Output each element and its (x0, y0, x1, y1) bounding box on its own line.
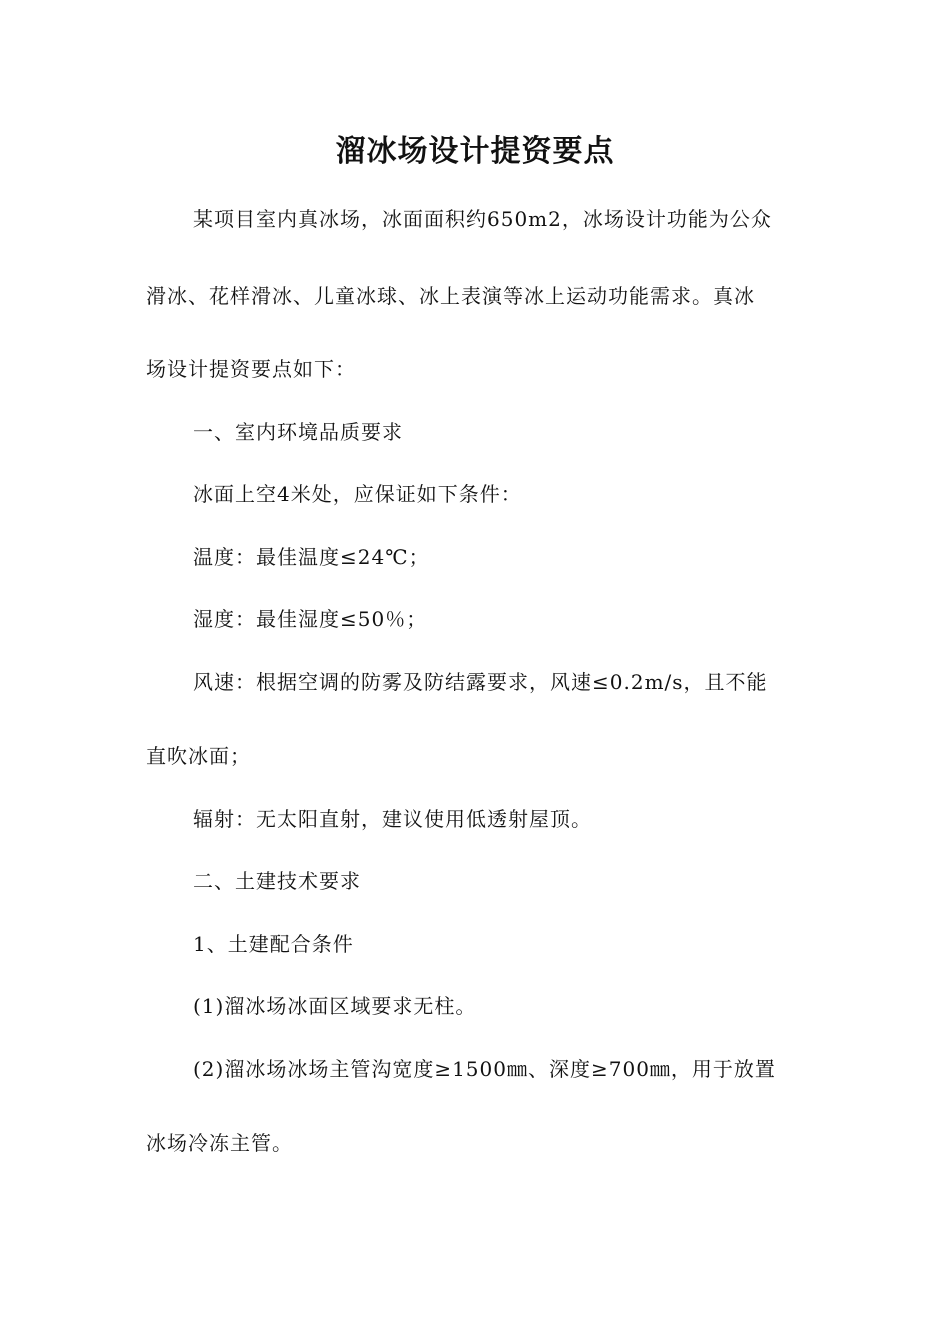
paragraph-intro-line-1: 某项目室内真冰场，冰面面积约650m2，冰场设计功能为公众 (193, 207, 772, 231)
item-no-columns: (1)溜冰场冰面区域要求无柱。 (193, 994, 477, 1018)
item-main-trench-line-2: 冰场冷冻主管。 (146, 1131, 293, 1155)
item-radiation: 辐射：无太阳直射，建议使用低透射屋顶。 (193, 807, 592, 831)
item-main-trench-line-1: (2)溜冰场冰场主管沟宽度≥1500㎜、深度≥700㎜，用于放置 (193, 1057, 776, 1081)
item-temperature: 温度：最佳温度≤24℃； (193, 545, 430, 569)
item-wind-speed-line-2: 直吹冰面； (146, 744, 251, 768)
paragraph-conditions: 冰面上空4米处，应保证如下条件： (193, 482, 522, 506)
section-heading-civil-requirements: 二、土建技术要求 (193, 869, 361, 893)
section-heading-indoor-environment: 一、室内环境品质要求 (193, 420, 403, 444)
item-wind-speed-line-1: 风速：根据空调的防雾及防结露要求，风速≤0.2m/s，且不能 (193, 670, 768, 694)
item-humidity: 湿度：最佳湿度≤50％； (193, 607, 428, 631)
document-title: 溜冰场设计提资要点 (335, 134, 615, 169)
paragraph-intro-line-2: 滑冰、花样滑冰、儿童冰球、冰上表演等冰上运动功能需求。真冰 (146, 284, 755, 308)
paragraph-intro-line-3: 场设计提资要点如下： (146, 357, 356, 381)
subsection-heading-civil-conditions: 1、土建配合条件 (193, 932, 354, 956)
